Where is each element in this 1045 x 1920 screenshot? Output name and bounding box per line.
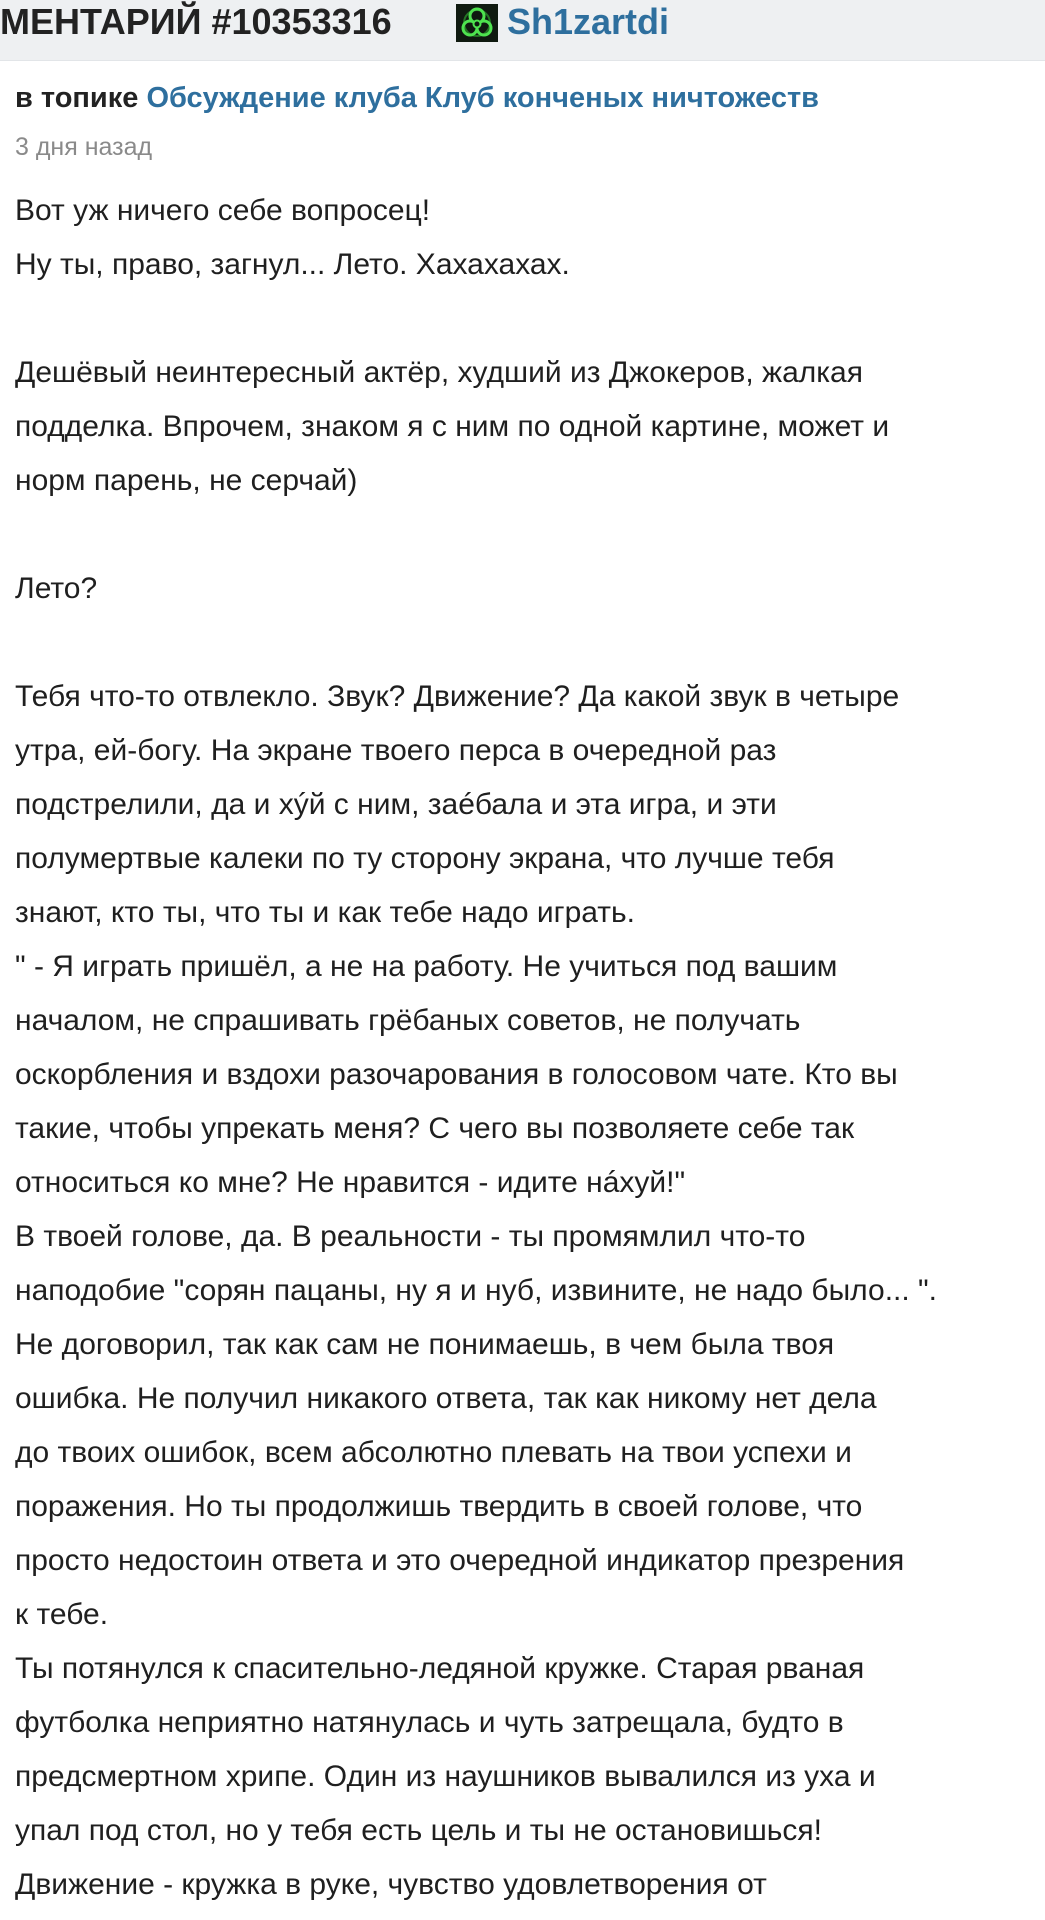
comment-line: Движение - кружка в руке, чувство удовлетворения от — [15, 1868, 767, 1901]
biohazard-icon[interactable] — [456, 4, 498, 42]
comment-line: к тебе. — [15, 1598, 109, 1631]
comment-line: поражения. Но ты продолжишь твердить в своей голове, что — [15, 1490, 863, 1523]
comment-line: Не договорил, так как сам не понимаешь, в чем была твоя — [15, 1328, 835, 1361]
comment-blank-line — [15, 616, 1035, 670]
comment-line: В твоей голове, да. В реальности - ты промямлил что-то — [15, 1220, 806, 1253]
comment-line: утра, ей-богу. На экране твоего перса в очередной раз — [15, 734, 777, 767]
comment-line: Ну ты, право, загнул... Лето. Хахахахах. — [15, 248, 570, 281]
comment-line: футболка неприятно натянулась и чуть затрещала, будто в — [15, 1706, 844, 1739]
topic-prefix: в топике — [15, 82, 139, 114]
comment-line: такие, чтобы упрекать меня? С чего вы позволяете себе так — [15, 1112, 855, 1145]
comment-line: просто недостоин ответа и это очередной индикатор презрения — [15, 1544, 905, 1577]
comment-line: началом, не спрашивать грёбаных советов, не получать — [15, 1004, 801, 1037]
comment-body — [15, 184, 1035, 1912]
comment-line: Дешёвый неинтересный актёр, худший из Джокеров, жалкая — [15, 356, 863, 389]
author-link[interactable]: Sh1zartdi — [507, 1, 670, 42]
comment-line: полумертвые калеки по ту сторону экрана, что лучше тебя — [15, 842, 835, 875]
comment-line: Вот уж ничего себе вопросец! — [15, 194, 431, 227]
comment-timestamp: 3 дня назад — [15, 133, 153, 161]
comment-blank-line — [15, 292, 1035, 346]
comment-blank-line — [15, 508, 1035, 562]
comment-line: Лето? — [15, 572, 98, 605]
comment-line: до твоих ошибок, всем абсолютно плевать на твои успехи и — [15, 1436, 852, 1469]
comment-line: норм парень, не серчай) — [15, 464, 358, 497]
comment-line: знают, кто ты, что ты и как тебе надо играть. — [15, 896, 636, 929]
comment-line: подделка. Впрочем, знаком я с ним по одной картине, может и — [15, 410, 890, 443]
comment-line: Тебя что-то отвлекло. Звук? Движение? Да какой звук в четыре — [15, 680, 900, 713]
comment-line: Ты потянулся к спасительно-ледяной кружке. Старая рваная — [15, 1652, 865, 1685]
comment-line: предсмертном хрипе. Один из наушников вывалился из уха и — [15, 1760, 876, 1793]
comment-line: оскорбления и вздохи разочарования в голосовом чате. Кто вы — [15, 1058, 898, 1091]
comment-line: относиться ко мне? Не нравится - идите нáхуй!" — [15, 1166, 686, 1199]
comment-line: " - Я играть пришёл, а не на работу. Не учиться под вашим — [15, 950, 838, 983]
comment-line: упал под стол, но у тебя есть цель и ты не остановишься! — [15, 1814, 822, 1847]
comment-header — [0, 0, 1045, 61]
topic-link[interactable]: Обсуждение клуба Клуб конченых ничтожеств — [146, 82, 819, 114]
comment-id-title: МЕНТАРИЙ #10353316 — [0, 1, 392, 42]
comment-line: ошибка. Не получил никакого ответа, так как никому нет дела — [15, 1382, 877, 1415]
comment-line: подстрелили, да и хýй с ним, заéбала и эта игра, и эти — [15, 788, 777, 821]
comment-line: наподобие "сорян пацаны, ну я и нуб, извините, не надо было... ". — [15, 1274, 938, 1307]
topic-line — [15, 82, 819, 115]
